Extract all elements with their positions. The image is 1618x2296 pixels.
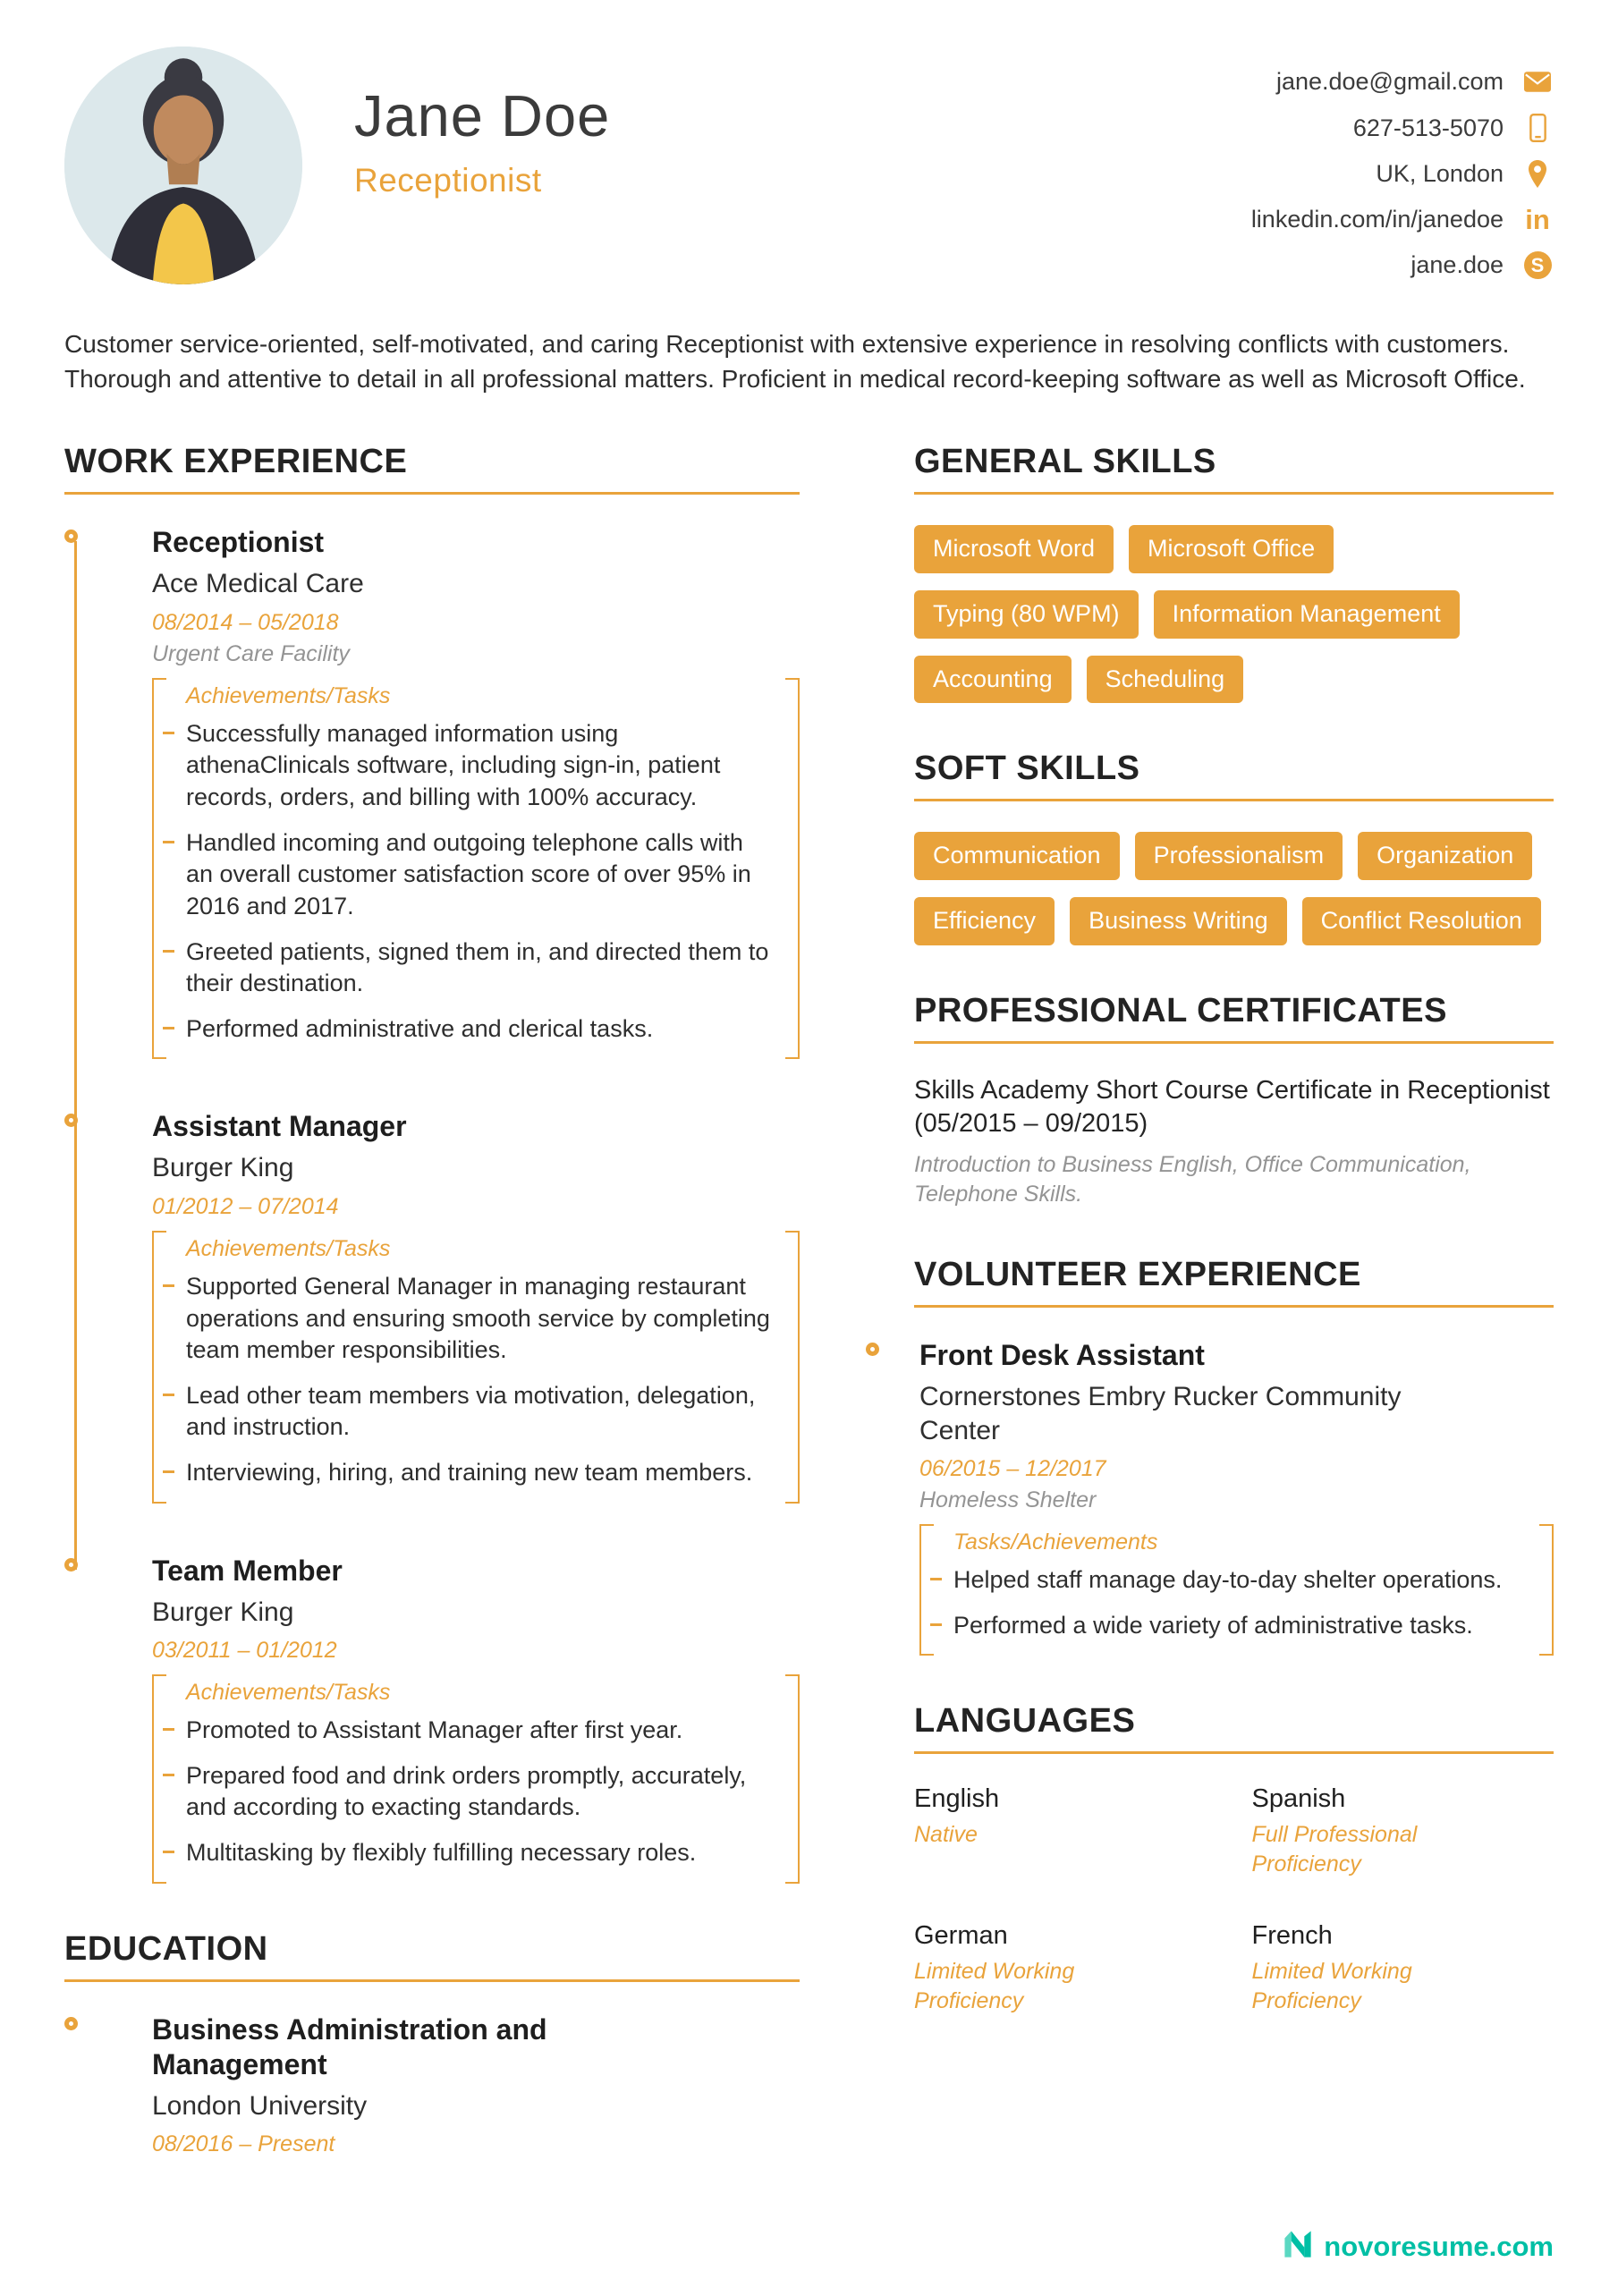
volunteer-heading: VOLUNTEER EXPERIENCE [914,1256,1554,1308]
novoresume-logo-icon [1281,2227,1315,2266]
skill-pill: Microsoft Office [1129,525,1334,573]
bracket-tick [154,1057,798,1059]
timeline-dot [64,1114,78,1127]
section-soft-skills [914,750,1554,945]
language-item [914,1784,1216,1878]
achievements-label: Achievements/Tasks [186,1235,391,1261]
company-name: Ace Medical Care [152,569,364,599]
achievement-item: Handled incoming and outgoing telephone calls with an overall customer satisfaction score of over 95% in 2016 and 2017. [154,827,775,923]
achievement-item: Performed a wide variety of administrative tasks. [921,1610,1529,1642]
brand-link[interactable]: novoresume.com [1324,2230,1554,2262]
skill-pill: Communication [914,832,1120,880]
bracket-tick [154,1231,798,1233]
skype-icon [1521,251,1554,279]
skype-glyph: S [1524,251,1552,279]
education-entry [152,2012,800,2158]
languages-heading: LANGUAGES [914,1702,1554,1754]
timeline-dot [64,2017,78,2030]
contact-location-text: UK, London [1376,160,1504,187]
certificate-note: Introduction to Business English, Office Communication, Telephone Skills. [914,1152,1471,1207]
contact-phone-text: 627-513-5070 [1352,114,1504,141]
language-level: Full Professional Proficiency [1251,1822,1418,1877]
skill-pill: Information Management [1154,590,1460,639]
company-name: Burger King [152,1597,294,1627]
school-name: London University [152,2090,368,2121]
section-languages [914,1702,1554,2015]
language-name: English [914,1784,1000,1814]
contact-phone[interactable] [1251,114,1554,142]
phone-icon [1521,114,1554,142]
skill-pill: Efficiency [914,897,1055,945]
achievement-item: Lead other team members via motivation, delegation, and instruction. [154,1380,775,1444]
company-note: Urgent Care Facility [152,640,350,666]
person-name: Jane Doe [354,83,611,148]
language-item [914,1921,1216,2015]
language-level: Native [914,1822,978,1848]
bracket-tick [154,1882,798,1884]
achievements-label: Achievements/Tasks [186,1680,391,1706]
contact-email-text: jane.doe@gmail.com [1275,68,1504,95]
work-entry [152,525,800,1059]
contact-location [1251,160,1554,188]
linkedin-glyph: in [1525,204,1550,235]
education-heading: EDUCATION [64,1930,800,1982]
section-volunteer [914,1256,1554,1656]
section-certificates [914,992,1554,1209]
achievement-item: Performed administrative and clerical tasks. [154,1013,775,1046]
timeline-dot [866,1343,879,1356]
achievements-block [152,1231,800,1504]
linkedin-icon [1521,206,1554,233]
footer [64,2204,1554,2266]
job-role: Team Member [152,1554,343,1587]
avatar-illustration [64,47,302,284]
certificate-title: Skills Academy Short Course Certificate in Receptionist (05/2015 – 09/2015) [914,1075,1550,1139]
contact-email[interactable] [1251,68,1554,96]
organization-note: Homeless Shelter [919,1487,1097,1513]
work-timeline [64,525,800,1883]
language-item [1252,1784,1554,1878]
achievement-item: Interviewing, hiring, and training new team members. [154,1457,775,1489]
person-title: Receptionist [354,162,542,199]
job-role: Receptionist [152,526,325,559]
education-timeline [64,2012,800,2158]
contact-linkedin[interactable] [1251,206,1554,233]
bracket-tick [921,1524,1552,1526]
bracket-tick [154,678,798,680]
date-range: 06/2015 – 12/2017 [919,1456,1106,1482]
bracket-tick [921,1654,1552,1656]
right-column [914,443,1554,2062]
company-name: Burger King [152,1153,294,1183]
skill-pill: Professionalism [1135,832,1343,880]
content-columns [64,443,1554,2204]
section-general-skills [914,443,1554,703]
resume-header [64,47,1554,297]
soft-skills-list [914,832,1554,945]
language-item [1252,1921,1554,2015]
profile-photo [64,47,302,284]
skill-pill: Accounting [914,656,1072,704]
achievements-block [152,1674,800,1884]
date-range: 08/2016 – Present [152,2131,335,2157]
timeline-dot [64,530,78,543]
contact-list [1251,68,1554,297]
bracket-tick [154,1502,798,1504]
timeline-dot [64,1558,78,1572]
skill-pill: Business Writing [1070,897,1287,945]
language-name: French [1251,1921,1333,1951]
soft-skills-heading: SOFT SKILLS [914,750,1554,801]
skill-pill: Conflict Resolution [1302,897,1541,945]
achievement-item: Greeted patients, signed them in, and directed them to their destination. [154,936,775,1000]
achievements-block [152,678,800,1060]
skill-pill: Microsoft Word [914,525,1114,573]
degree-title: Business Administration and Management [152,2012,547,2080]
contact-skype-text: jane.doe [1410,251,1504,278]
achievements-label: Tasks/Achievements [953,1529,1158,1555]
language-name: German [914,1921,1008,1951]
bracket-tick [154,1674,798,1676]
email-icon [1521,72,1554,92]
job-role: Assistant Manager [152,1110,407,1143]
profile-summary: Customer service-oriented, self-motivated, and caring Receptionist with extensive experience in resolving conflicts with customers. Thorough and attentive to detail in all professional matters. Proficient in medical record-keeping software as well as Microsoft Office. [64,330,1526,393]
language-name: Spanish [1251,1784,1346,1814]
name-block [354,82,610,199]
achievement-item: Promoted to Assistant Manager after first year. [154,1715,775,1747]
skill-pill: Scheduling [1087,656,1244,704]
achievement-item: Helped staff manage day-to-day shelter operations. [921,1564,1529,1597]
contact-linkedin-text: linkedin.com/in/janedoe [1250,206,1504,233]
date-range: 01/2012 – 07/2014 [152,1193,339,1219]
contact-skype[interactable] [1251,251,1554,279]
achievements-label: Achievements/Tasks [186,682,391,708]
achievement-item: Supported General Manager in managing restaurant operations and ensuring smooth service by completing team member responsibilities. [154,1271,775,1367]
volunteer-timeline [914,1338,1554,1656]
organization-name: Cornerstones Embry Rucker Community Center [919,1382,1402,1445]
achievement-item: Successfully managed information using athenaClinicals software, including sign-in, patient records, orders, and billing with 100% accuracy. [154,718,775,814]
general-skills-heading: GENERAL SKILLS [914,443,1554,495]
date-range: 08/2014 – 05/2018 [152,609,339,635]
skill-pill: Organization [1358,832,1532,880]
language-level: Limited Working Proficiency [914,1959,1075,2013]
achievement-item: Prepared food and drink orders promptly, accurately, and according to exacting standards. [154,1760,775,1824]
skill-pill: Typing (80 WPM) [914,590,1139,639]
work-entry [152,1554,800,1884]
achievements-block [919,1524,1554,1656]
languages-grid [914,1784,1554,2015]
section-work-experience [64,443,800,1883]
volunteer-role: Front Desk Assistant [919,1339,1205,1372]
certificates-heading: PROFESSIONAL CERTIFICATES [914,992,1554,1044]
work-experience-heading: WORK EXPERIENCE [64,443,800,495]
location-icon [1521,160,1554,188]
achievement-item: Multitasking by flexibly fulfilling necessary roles. [154,1837,775,1869]
language-level: Limited Working Proficiency [1251,1959,1412,2013]
work-entry [152,1109,800,1503]
section-education [64,1930,800,2158]
left-column [64,443,800,2204]
volunteer-entry [919,1338,1554,1656]
date-range: 03/2011 – 01/2012 [152,1638,337,1664]
general-skills-list [914,525,1554,703]
